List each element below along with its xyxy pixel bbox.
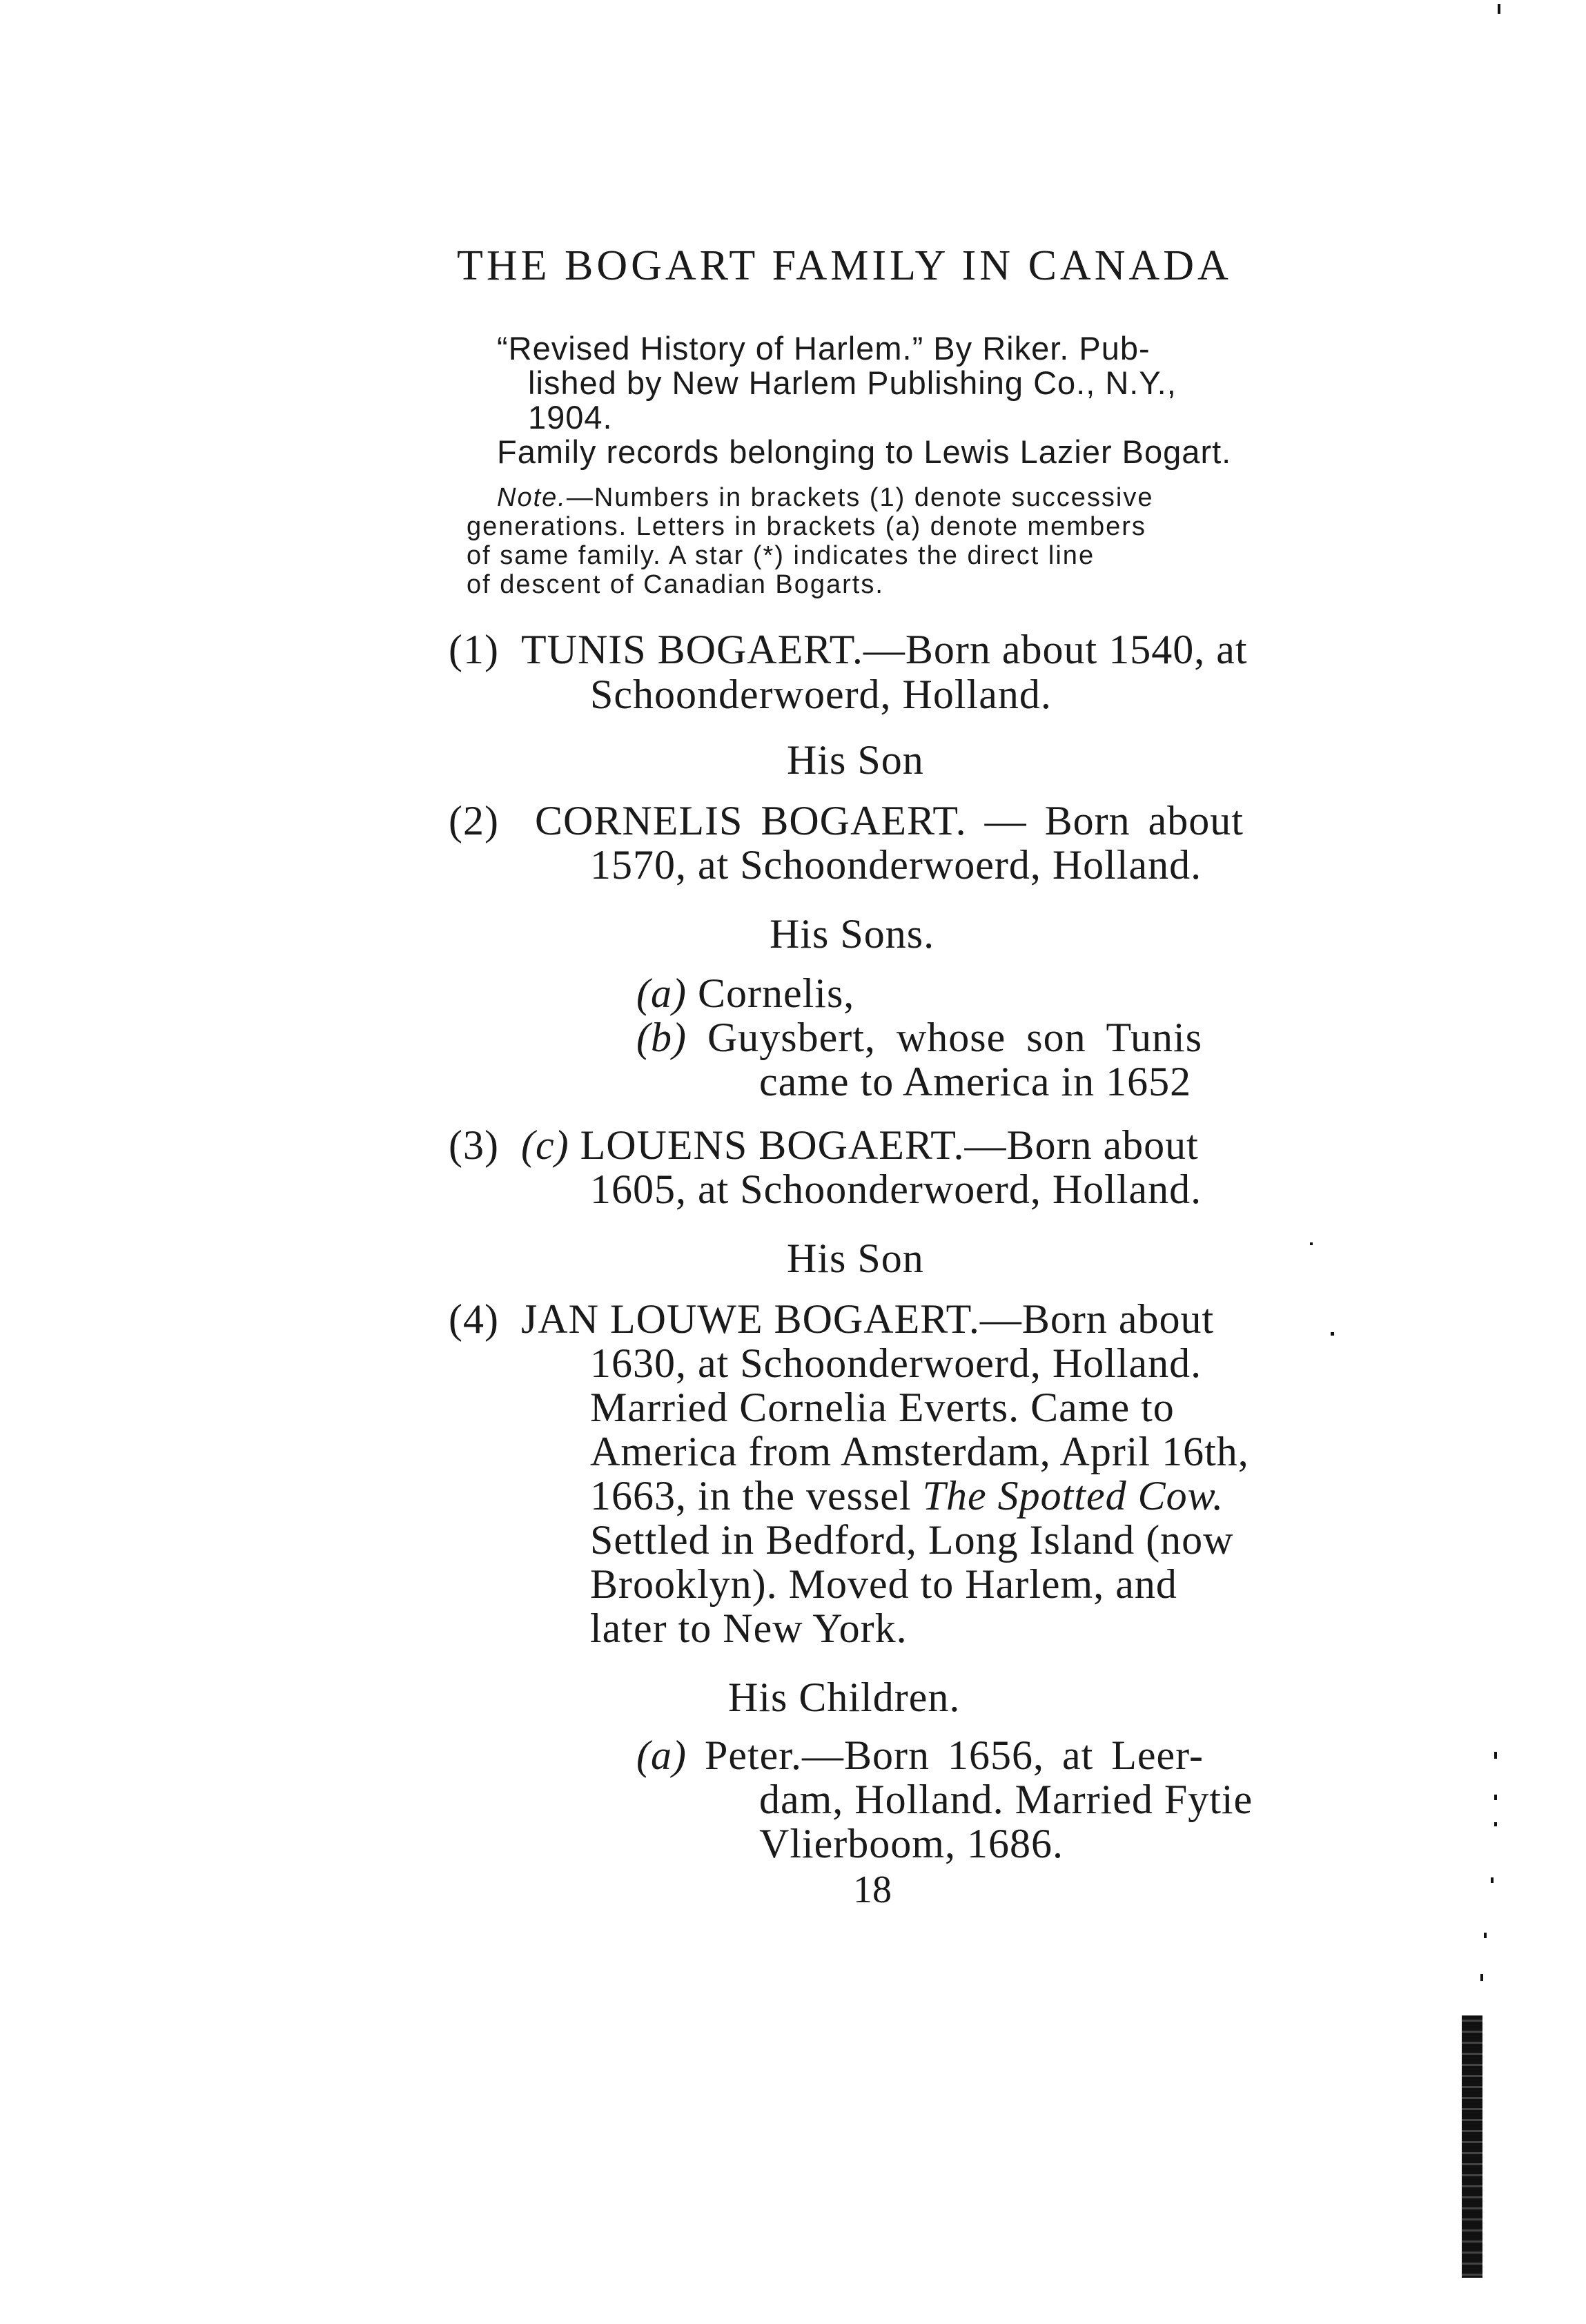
entry-4-line-8: later to New York. [590, 1605, 908, 1651]
speck [1310, 1242, 1313, 1245]
child-name: Guysbert, [707, 1015, 876, 1060]
generation-number: (3) [449, 1122, 499, 1168]
page-number: 18 [853, 1868, 892, 1911]
speck [1491, 1877, 1494, 1883]
note-line-3: of same family. A star (*) indicates the direct line [467, 541, 1095, 570]
source-line-4: Family records belonging to Lewis Lazier Bogart. [497, 433, 1232, 470]
speck [1331, 1332, 1334, 1336]
generation-number: (1) [449, 627, 499, 672]
source-line-3: 1904. [528, 399, 613, 436]
note-text-1: —Numbers in brackets (1) denote successive [566, 483, 1154, 512]
entry-name: TUNIS BOGAERT. [520, 627, 863, 672]
note-line-1 [497, 483, 1153, 512]
entry-2-line-1 [449, 799, 1244, 842]
note-label: Note. [497, 483, 567, 512]
source-line-2: lished by New Harlem Publishing Co., N.Y., [528, 364, 1177, 401]
entry-4-line-6: Settled in Bedford, Long Island (now [590, 1517, 1234, 1563]
entry-text: —Born about [964, 1122, 1199, 1168]
entry-text: 1663, in the vessel [590, 1473, 923, 1519]
scan-edge-strip [1462, 2015, 1482, 2278]
entry-3-line-2: 1605, at Schoonderwoerd, Holland. [590, 1166, 1202, 1212]
generation-number: (2) [449, 798, 499, 843]
child-peter-line-3: Vlierboom, 1686. [759, 1821, 1064, 1866]
child-text: whose son Tunis [875, 1015, 1203, 1060]
child-letter: (a) [636, 970, 687, 1016]
entry-name: LOUENS BOGAERT. [580, 1122, 965, 1168]
entry-text: —Born about 1540, at [863, 627, 1248, 672]
entry-name: CORNELIS BOGAERT. [534, 798, 967, 843]
heading-his-children: His Children. [728, 1674, 961, 1720]
speck [1494, 1822, 1497, 1826]
child-peter-line-2: dam, Holland. Married Fytie [759, 1777, 1253, 1822]
vessel-name: The Spotted Cow. [922, 1473, 1224, 1519]
entry-1-line-1 [449, 628, 1248, 671]
speck [1484, 1933, 1487, 1938]
entry-1-line-2: Schoonderwoerd, Holland. [590, 672, 1052, 717]
running-head: THE BOGART FAMILY IN CANADA [457, 242, 1232, 289]
child-text: —Born 1656, at Leer- [801, 1732, 1204, 1778]
child-name: Cornelis, [697, 970, 855, 1016]
entry-4-line-4: America from Amsterdam, April 16th, [590, 1429, 1249, 1474]
entry-text: —Born about [979, 1296, 1215, 1342]
entry-4-line-7: Brooklyn). Moved to Harlem, and [590, 1561, 1177, 1607]
heading-his-son-1: His Son [787, 737, 924, 783]
entry-text: — Born about [966, 798, 1244, 843]
child-peter-line-1 [636, 1734, 1204, 1777]
entry-4-line-5 [590, 1474, 1224, 1517]
note-line-2: generations. Letters in brackets (a) denote members [467, 512, 1146, 541]
entry-letter: (c) [520, 1122, 569, 1168]
child-a-line-1 [636, 972, 854, 1015]
note-line-4: of descent of Canadian Bogarts. [467, 570, 884, 599]
speck [1494, 1752, 1497, 1759]
child-letter: (b) [636, 1015, 687, 1060]
entry-3-line-1 [449, 1124, 1199, 1166]
child-name: Peter. [704, 1732, 802, 1778]
speck [1494, 1795, 1497, 1800]
source-line-1: “Revised History of Harlem.” By Riker. Pub- [497, 330, 1151, 367]
child-b-line-2: came to America in 1652 [759, 1059, 1192, 1104]
speck [1498, 4, 1500, 14]
entry-4-line-2: 1630, at Schoonderwoerd, Holland. [590, 1340, 1202, 1386]
child-b-line-1 [636, 1016, 1202, 1059]
generation-number: (4) [449, 1296, 499, 1342]
entry-4-line-3: Married Cornelia Everts. Came to [590, 1385, 1175, 1430]
child-letter: (a) [636, 1732, 687, 1778]
speck [1480, 1974, 1483, 1981]
entry-2-line-2: 1570, at Schoonderwoerd, Holland. [590, 842, 1202, 888]
heading-his-sons: His Sons. [770, 911, 935, 957]
heading-his-son-2: His Son [787, 1236, 924, 1281]
entry-4-line-1 [449, 1298, 1214, 1340]
entry-name: JAN LOUWE BOGAERT. [520, 1296, 980, 1342]
